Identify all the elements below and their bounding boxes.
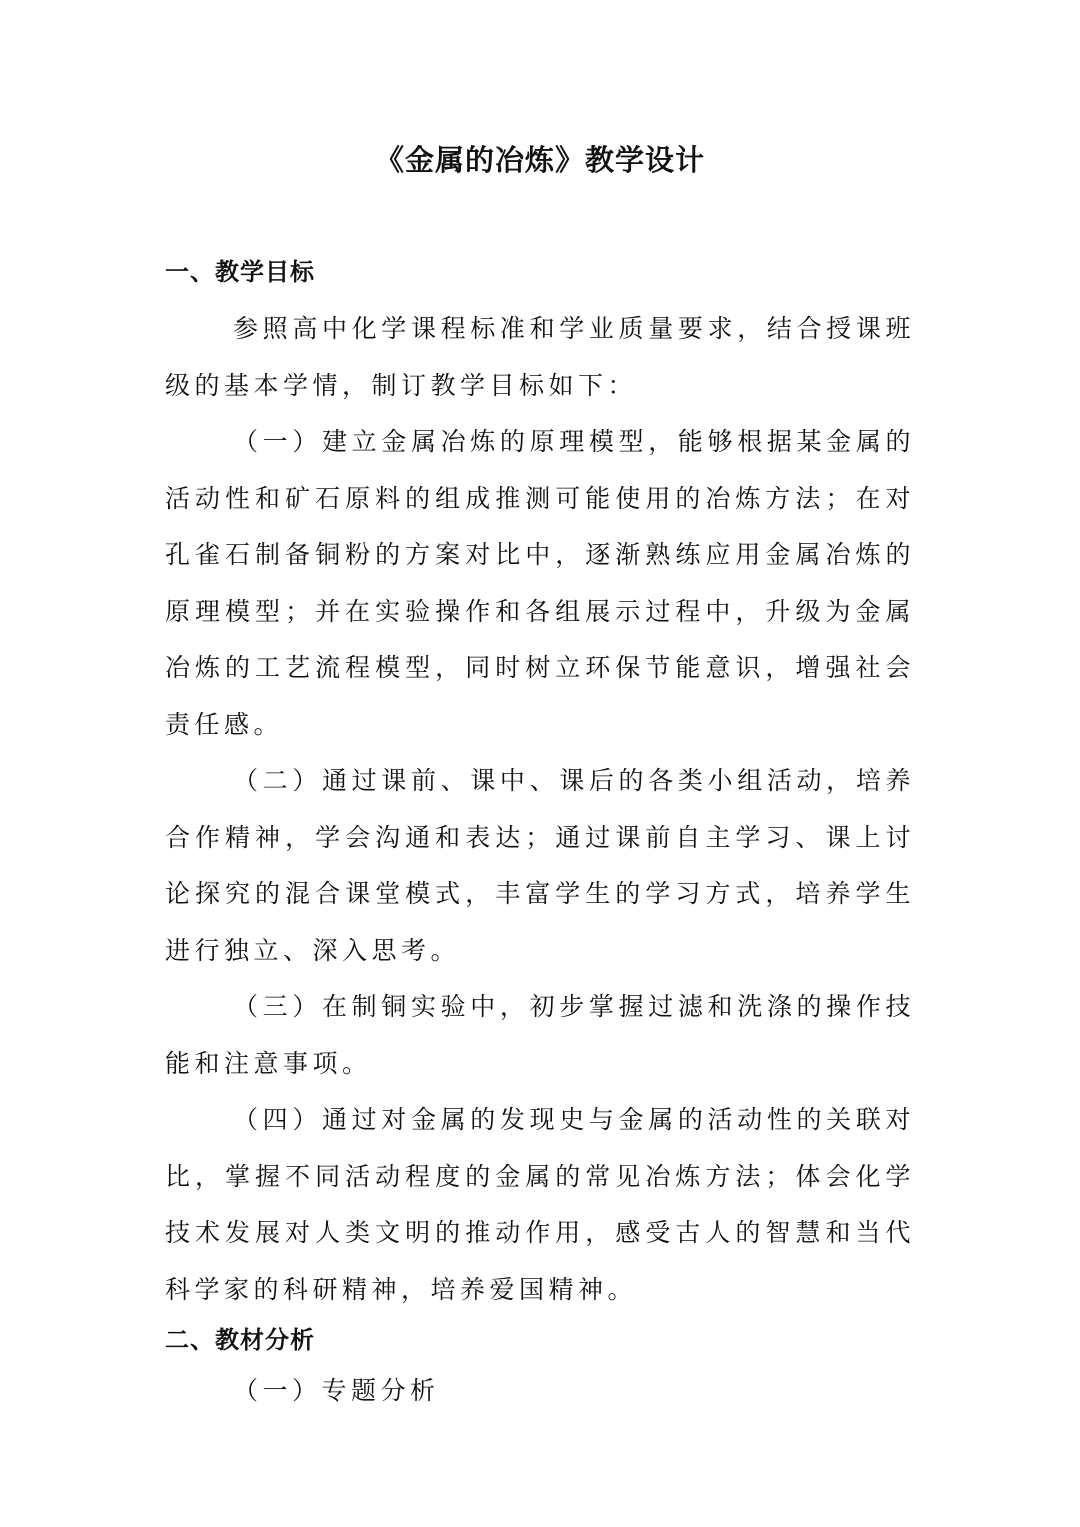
section-heading-teaching-goals: 一、教学目标 xyxy=(165,258,315,286)
paragraph-goal-1: （一）建立金属冶炼的原理模型，能够根据某金属的活动性和矿石原料的组成推测可能使用的冶炼方法；在对孔雀石制备铜粉的方案对比中，逐渐熟练应用金属冶炼的原理模型；并在实验操作和各组展示过程中，升级为金属冶炼的工艺流程模型，同时树立环保节能意识，增强社会责任感。 xyxy=(165,427,915,739)
paragraph-intro: 参照高中化学课程标准和学业质量要求，结合授课班级的基本学情，制订教学目标如下： xyxy=(165,314,915,400)
document-title: 《金属的冶炼》教学设计 xyxy=(374,143,705,177)
paragraph-goal-4: （四）通过对金属的发现史与金属的活动性的关联对比，掌握不同活动程度的金属的常见冶炼方法；体会化学技术发展对人类文明的推动作用，感受古人的智慧和当代科学家的科研精神，培养爱国精神。 xyxy=(165,1105,915,1304)
subheading-topic-analysis: （一）专题分析 xyxy=(233,1376,440,1405)
paragraph-goal-2: （二）通过课前、课中、课后的各类小组活动，培养合作精神，学会沟通和表达；通过课前自主学习、课上讨论探究的混合课堂模式，丰富学生的学习方式，培养学生进行独立、深入思考。 xyxy=(165,766,915,965)
paragraph-goal-3: （三）在制铜实验中，初步掌握过滤和洗涤的操作技能和注意事项。 xyxy=(165,992,915,1078)
document-body xyxy=(165,250,915,1420)
section-heading-textbook-analysis: 二、教材分析 xyxy=(165,1326,315,1354)
